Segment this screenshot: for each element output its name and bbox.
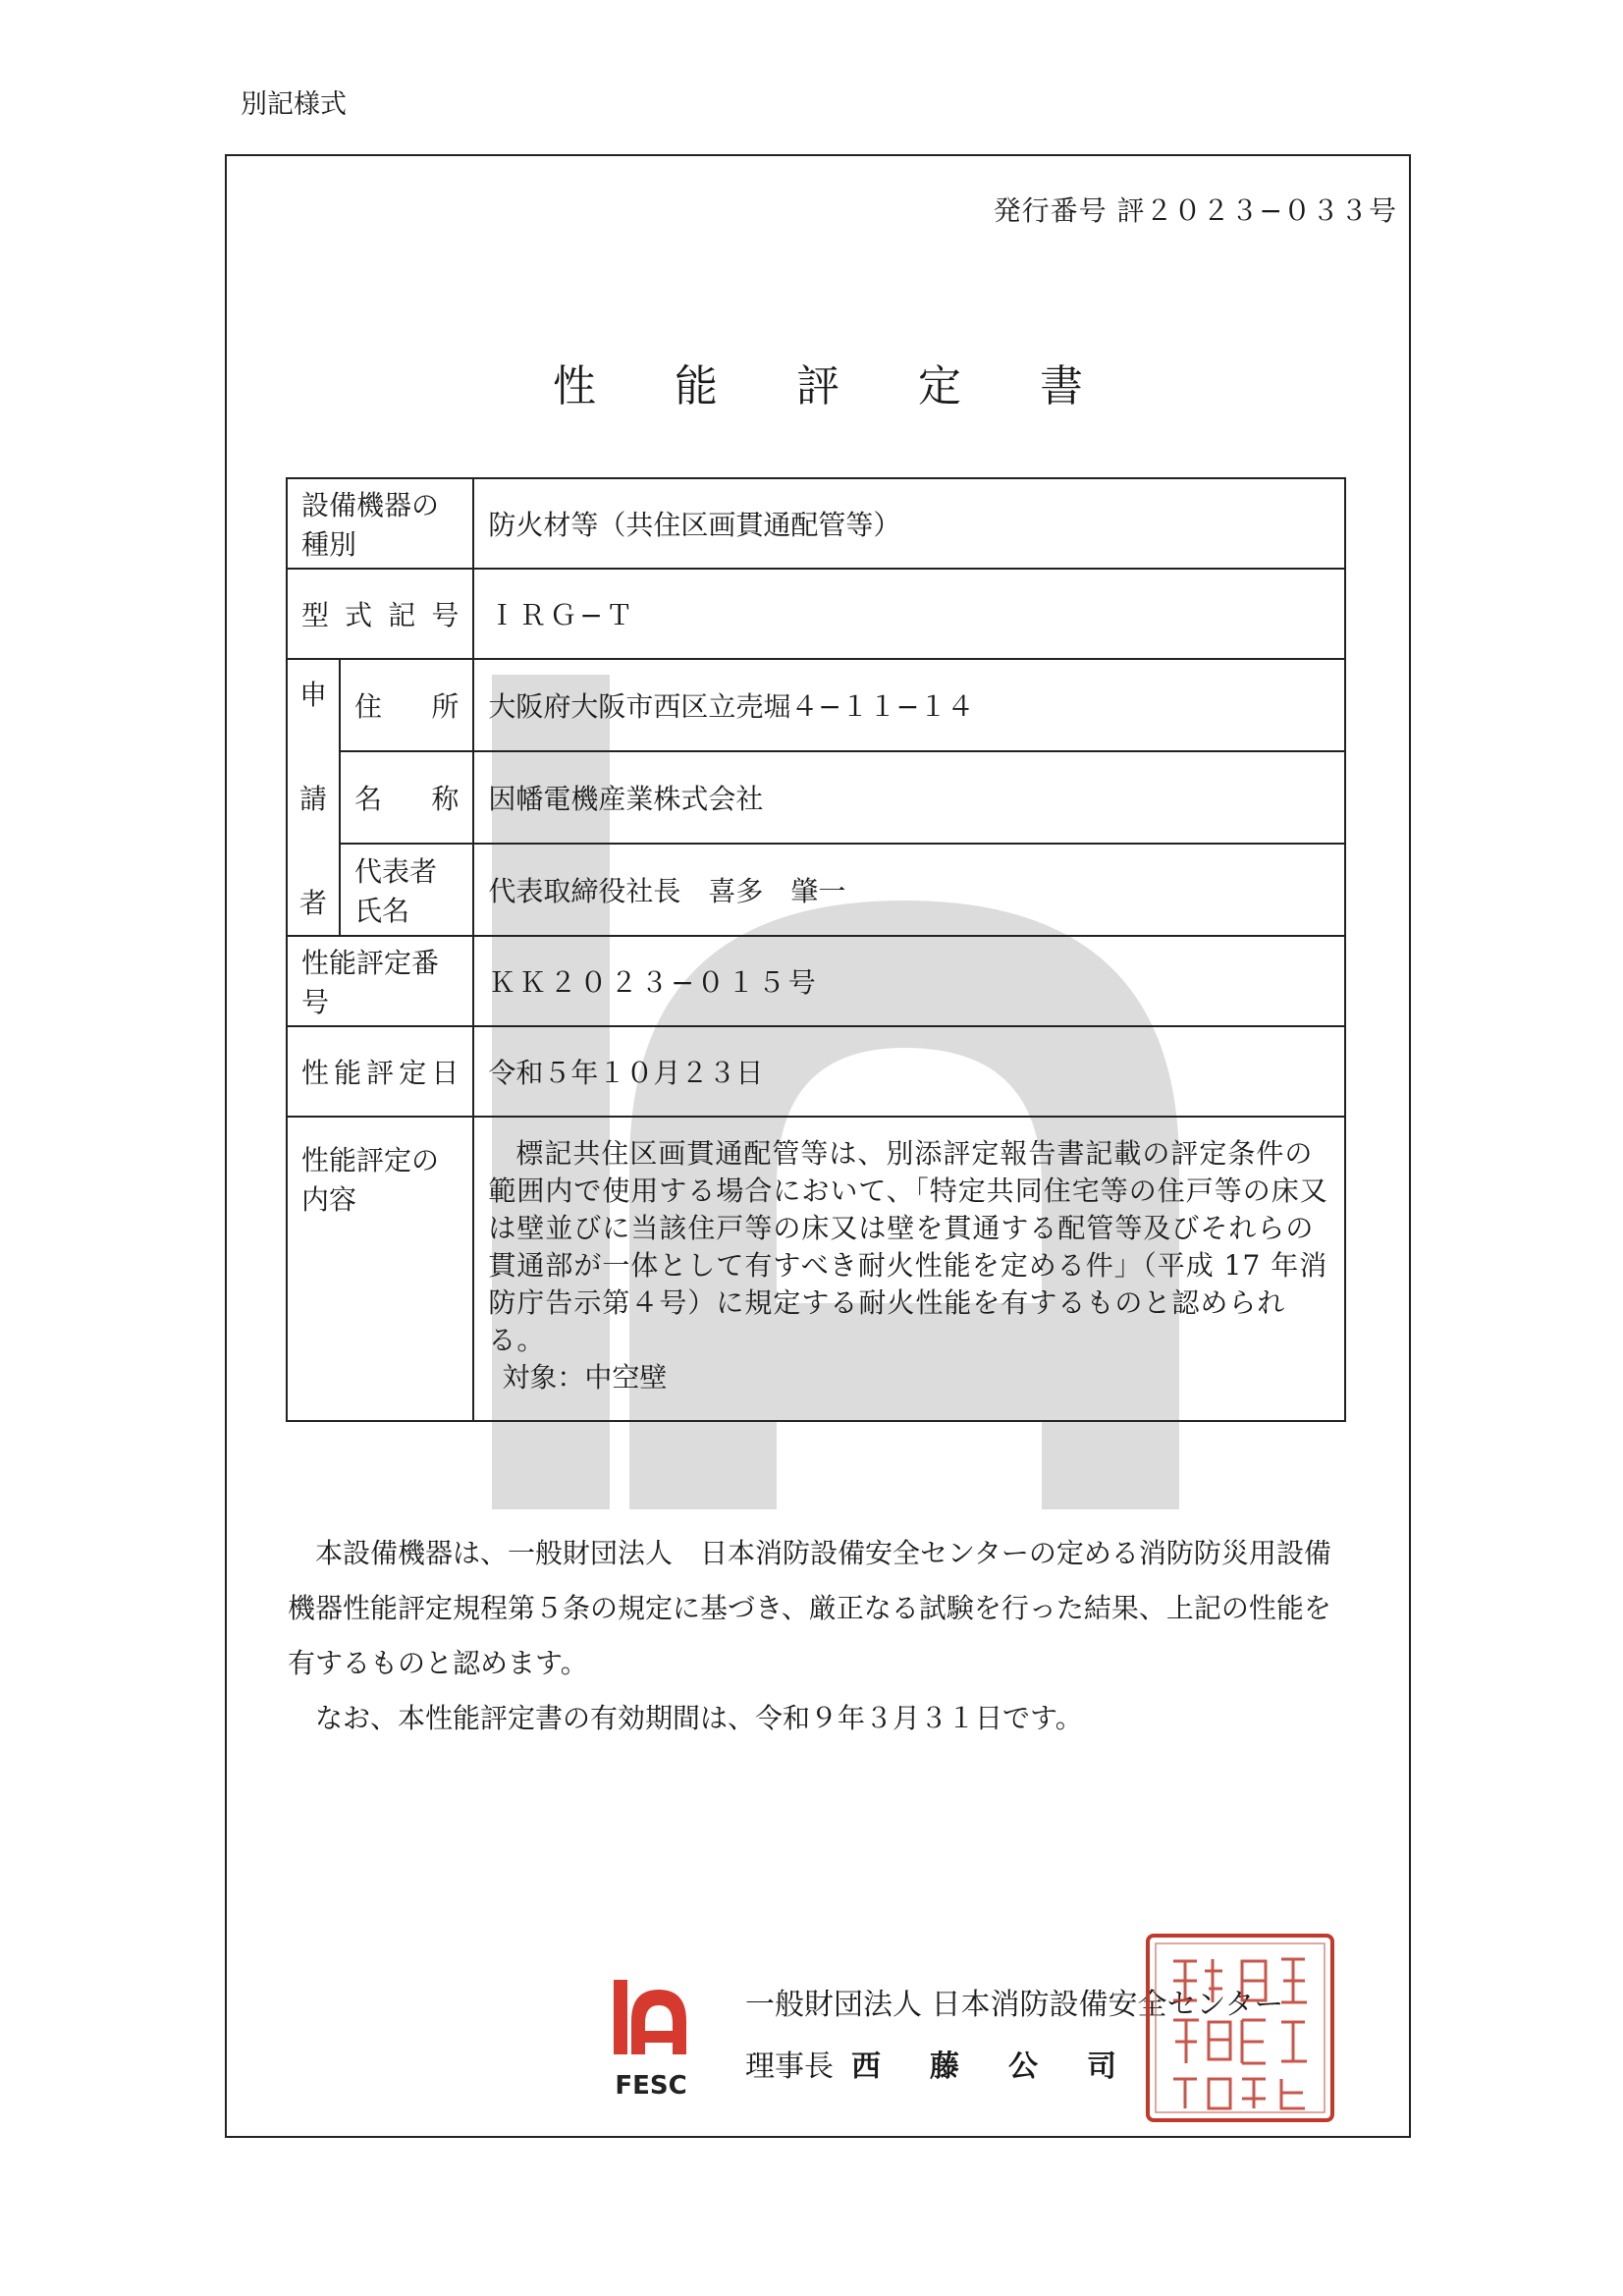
official-seal-icon — [1144, 1932, 1336, 2124]
issue-number: 発行番号 評２０２３−０３３号 — [993, 194, 1397, 227]
model-number-value: ＩＲＧ−Ｔ — [473, 569, 1345, 659]
chairman-name: 西藤公司 — [851, 2050, 1165, 2084]
address-label: 住 所 — [340, 659, 473, 751]
row-evaluation-content — [287, 1117, 1345, 1421]
row-applicant-representative — [287, 844, 1345, 936]
row-applicant-name — [287, 751, 1345, 844]
row-evaluation-number — [287, 936, 1345, 1026]
form-label: 別記様式 — [241, 89, 347, 120]
equipment-type-value: 防火材等（共住区画貫通配管等） — [473, 478, 1345, 569]
footer-chairman — [745, 2042, 1165, 2085]
row-applicant-address — [287, 659, 1345, 751]
evaluation-target: 対象：中空壁 — [502, 1361, 668, 1394]
evaluation-content-text: 標記共住区画貫通配管等は、別添評定報告書記載の評定条件の範囲内で使用する場合において、「特定共同住宅等の住戸等の床又は壁並びに当該住戸等の床又は壁を貫通する配管等及びそれらの貫通部が一体として有すべき耐火性能を定める件」（平成 17 年消防庁告示第４号）に規定する耐火性能を有するものと認められる。 — [488, 1137, 1328, 1356]
evaluation-content-label: 性能評定の内容 — [287, 1117, 473, 1421]
row-evaluation-date — [287, 1026, 1345, 1117]
row-model-number — [287, 569, 1345, 659]
equipment-type-label: 設備機器の種別 — [287, 478, 473, 569]
certification-statement — [288, 1526, 1358, 1746]
evaluation-date-label: 性 能 評 定 日 — [287, 1026, 473, 1117]
statement-paragraph-2: なお、本性能評定書の有効期間は、令和９年３月３１日です。 — [315, 1702, 1083, 1734]
name-label: 名 称 — [340, 751, 473, 844]
evaluation-date-value: 令和５年１０月２３日 — [473, 1026, 1345, 1117]
statement-paragraph-1: 本設備機器は、一般財団法人 日本消防設備安全センターの定める消防防災用設備機器性能評定規程第５条の規定に基づき、厳正なる試験を行った結果、上記の性能を有するものと認めます。 — [288, 1537, 1331, 1679]
row-equipment-type — [287, 478, 1345, 569]
evaluation-content-cell — [473, 1117, 1345, 1421]
evaluation-number-value: ＫＫ２０２３−０１５号 — [473, 936, 1345, 1026]
applicant-side-label: 申 請 者 — [287, 659, 340, 936]
address-value: 大阪府大阪市西区立売堀４−１１−１４ — [473, 659, 1345, 751]
evaluation-number-label: 性能評定番号 — [287, 936, 473, 1026]
certificate-title: 性能評定書 — [553, 361, 1162, 411]
model-number-label: 型 式 記 号 — [287, 569, 473, 659]
certificate-table — [286, 477, 1346, 1422]
footer-organization: 一般財団法人 日本消防設備安全センター — [745, 1988, 1284, 2022]
chairman-title: 理事長 — [745, 2050, 834, 2084]
name-value: 因幡電機産業株式会社 — [473, 751, 1345, 844]
svg-text:FESC: FESC — [615, 2071, 687, 2101]
representative-label: 代表者氏名 — [340, 844, 473, 936]
fesc-logo-icon — [612, 1978, 690, 2105]
certificate-frame — [225, 154, 1411, 2138]
representative-value: 代表取締役社長 喜多 肇一 — [473, 844, 1345, 936]
